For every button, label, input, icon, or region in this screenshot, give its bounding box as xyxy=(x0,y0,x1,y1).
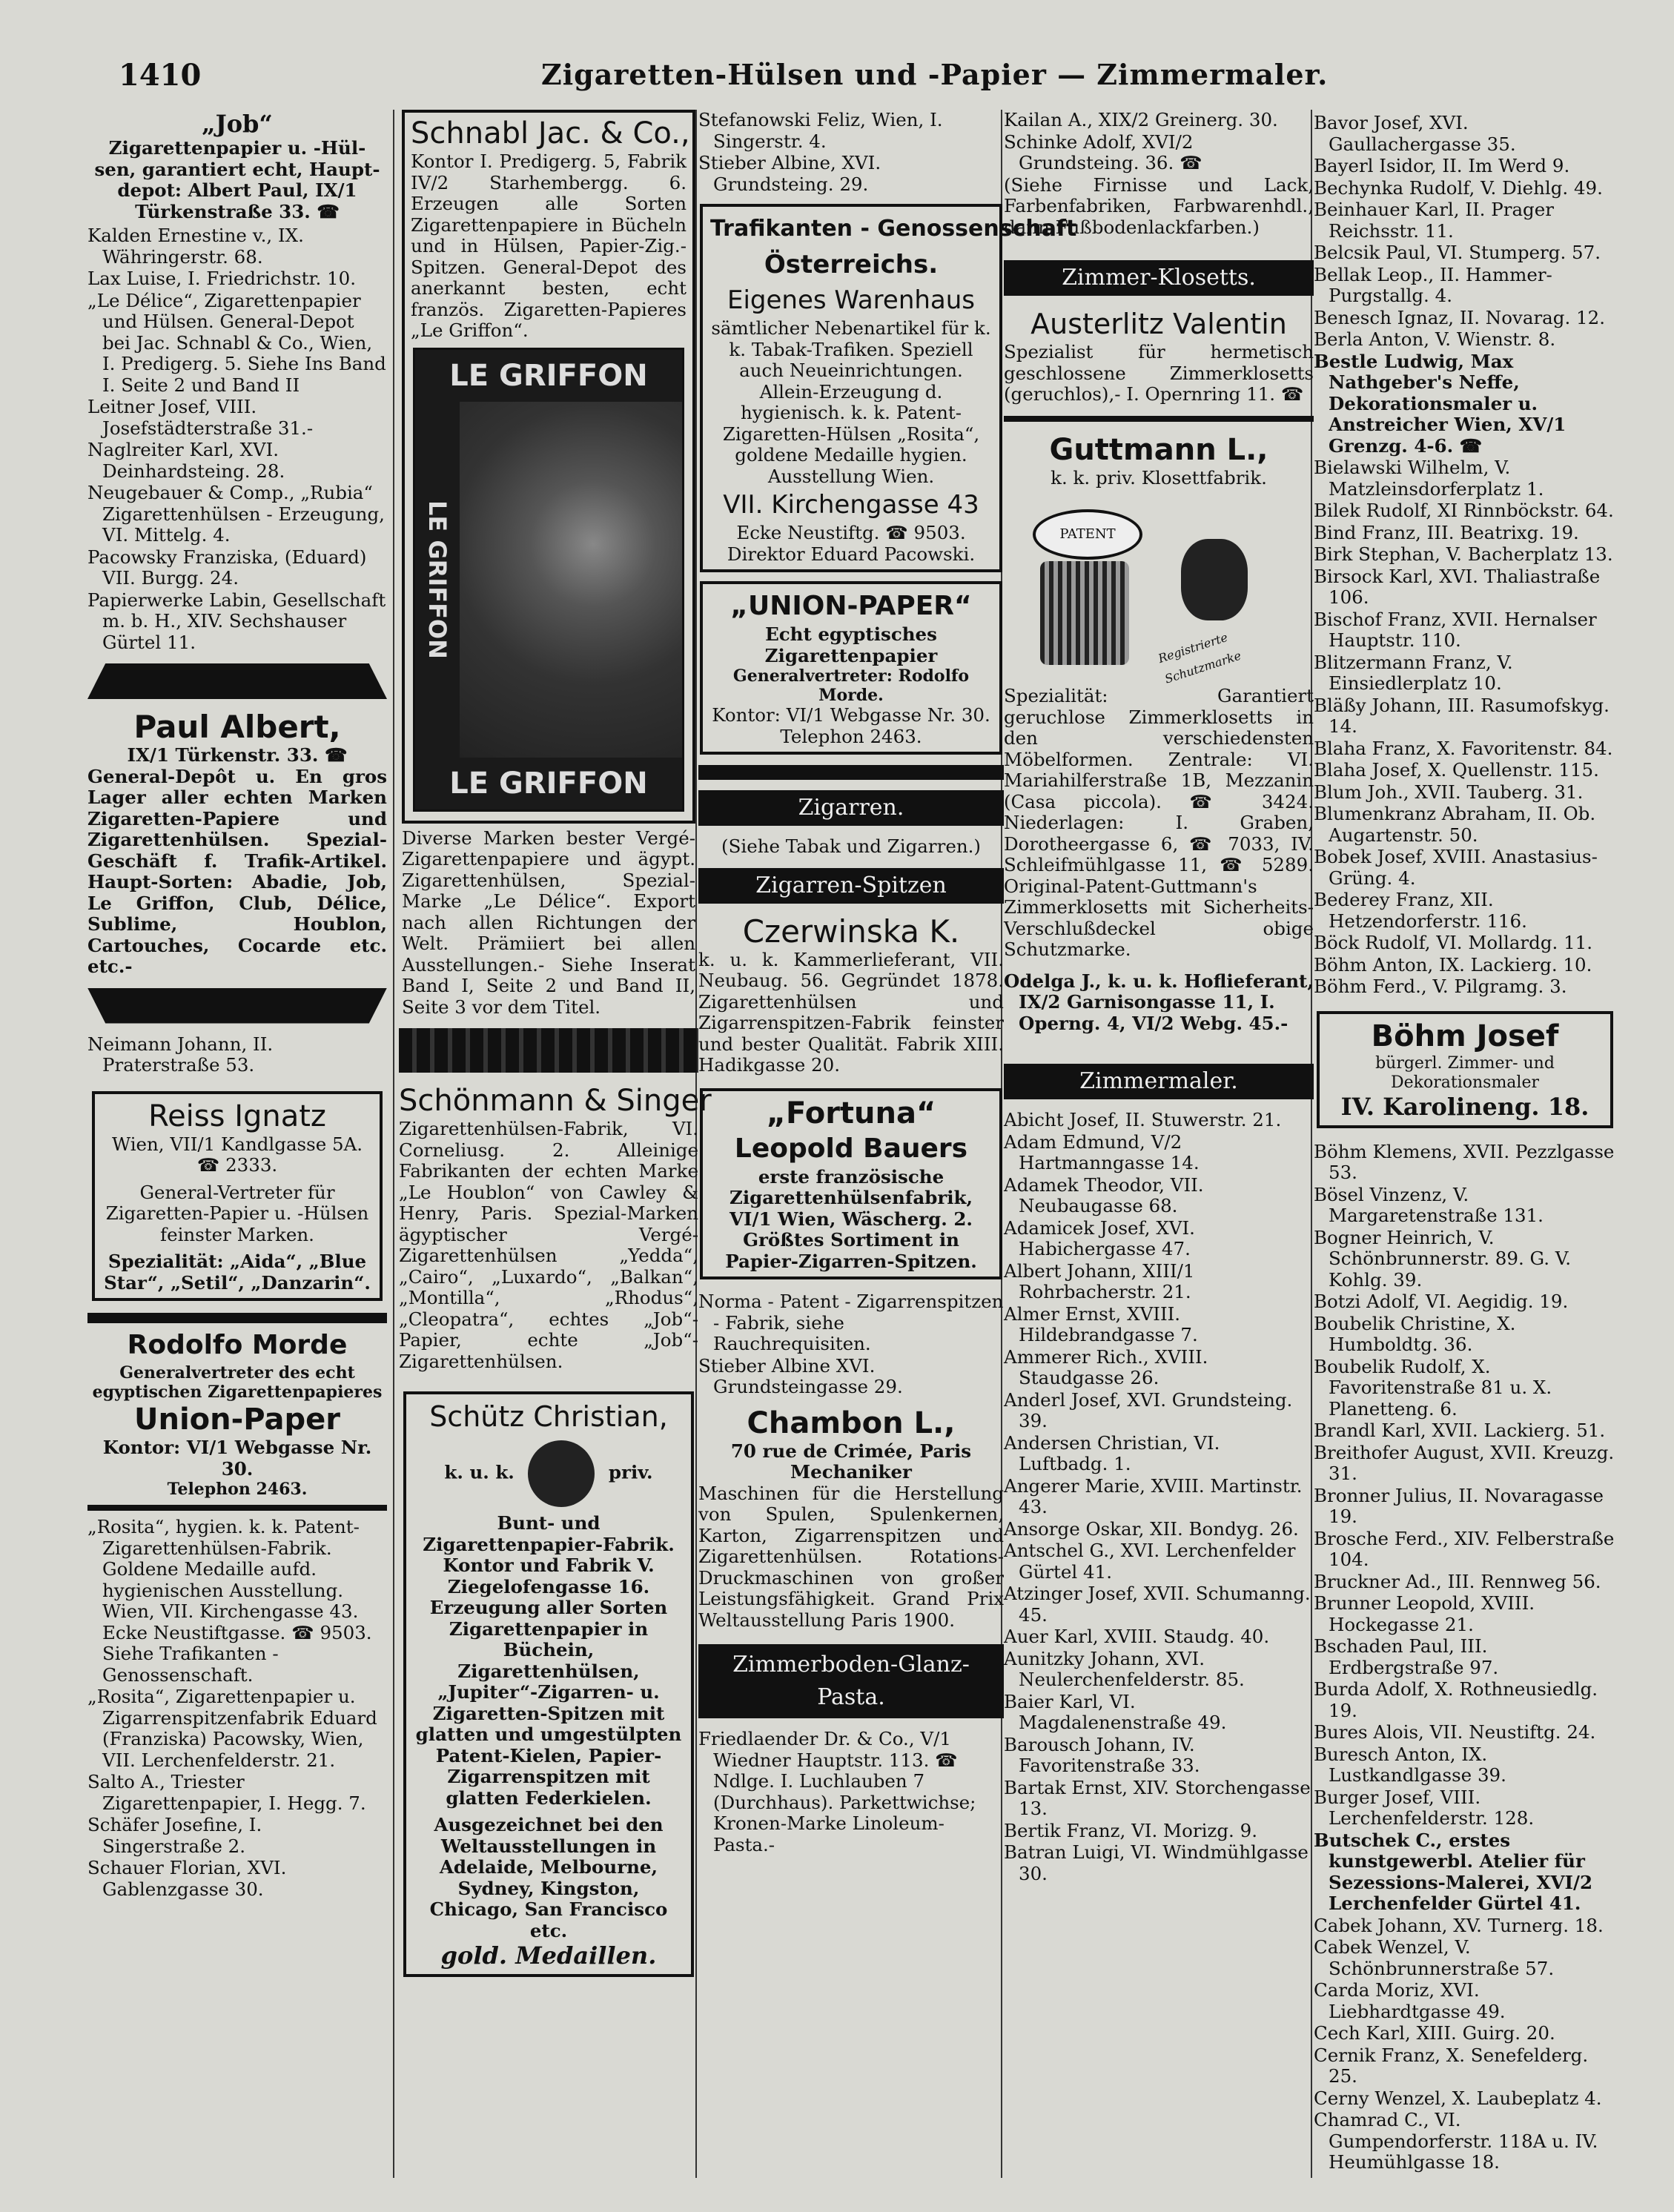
list-item: Bläßy Johann, III. Rasumofskyg. 14. xyxy=(1314,694,1610,737)
list-item: Adamicek Josef, XVI. Habichergasse 47. xyxy=(1004,1216,1195,1259)
list-item: Bayerl Isidor, II. Im Werd 9. xyxy=(1314,155,1570,176)
schnabl-name: Schnabl Jac. & Co., xyxy=(411,116,690,150)
list-item: Bogner Heinrich, V. Schönbrunnerstr. 89. G. V. Kohlg. 39. xyxy=(1314,1226,1571,1291)
schoenmann-text: Zigarettenhülsen-Fabrik, VI. Corneliusg. 2. Alleinige Fabrikanten der echten Marke „Le Houblon“ von Cawley & Henry, Paris. Spezial-Marken ägyptischer Vergé-Zigarettenhülsen „Yedda“, „Cairo“, „Luxardo“, „Balkan“, „Montilla“, „Rhodus“, „Cleopatra“, echtes „Job“-Papier, echte „Job“-Zigarettenhülsen. xyxy=(399,1118,698,1372)
czerwinska-name: Czerwinska K. xyxy=(742,913,960,950)
column-4 xyxy=(1004,110,1314,2178)
paul-albert-text: General-Depôt u. En gros Lager aller echten Marken Zigaretten-Papiere und Zigarettenhülsen. Spezial-Geschäft f. Trafik-Artikel. Haupt-Sorten: Abadie, Job, Le Griffon, Club, Délice, Sublime, Houblon, Cartouches, Cocarde etc. etc.- xyxy=(87,765,387,977)
section-heading xyxy=(698,1644,1004,1718)
list-item: Böck Rudolf, VI. Mollardg. 11. xyxy=(1314,932,1593,953)
list-item: Bertik Franz, VI. Morizg. 9. xyxy=(1004,1819,1257,1841)
list-item: Boubelik Christine, X. Humboldtg. 36. xyxy=(1314,1312,1516,1355)
column-5 xyxy=(1314,110,1616,2178)
job-ad-title: „Job“ xyxy=(202,110,273,138)
list-item: Burger Josef, VIII. Lerchenfelderstr. 128. xyxy=(1314,1786,1535,1829)
union-general: Generalvertreter: Rodolfo Morde. xyxy=(732,666,970,705)
list-item: Stieber Albine, XVI. Grundsteing. 29. xyxy=(698,152,881,195)
list-item: Brosche Ferd., XIV. Felberstraße 104. xyxy=(1314,1527,1615,1570)
list-item: Batran Luigi, VI. Windmühlgasse 30. xyxy=(1004,1841,1309,1884)
reiss-ad xyxy=(92,1091,383,1302)
section-heading: Zigarren. xyxy=(698,790,1004,826)
list-item: Schauer Florian, XVI. Gablenzgasse 30. xyxy=(87,1857,287,1900)
list-item: Boubelik Rudolf, X. Favoritenstraße 81 u. X. Planetteng. 6. xyxy=(1314,1355,1552,1420)
union-title: „UNION-PAPER“ xyxy=(730,591,972,621)
column-1 xyxy=(87,110,387,2178)
section-heading: Zimmermaler. xyxy=(1004,1064,1314,1099)
list-item: Naglreiter Karl, XVI. Deinhardsteing. 28. xyxy=(87,439,285,482)
decorative-band xyxy=(87,663,387,699)
guttmann-name: Guttmann L., xyxy=(1049,432,1268,467)
list-item: Böhm Ferd., V. Pilgramg. 3. xyxy=(1314,976,1567,997)
page-number: 1410 xyxy=(119,58,202,93)
trafikanten-ad xyxy=(700,204,1077,572)
list-item: Cernik Franz, X. Senefelderg. 25. xyxy=(1314,2044,1589,2087)
boehm-address: IV. Karolineng. 18. xyxy=(1340,1092,1589,1121)
list-item: Bobek Josef, XVIII. Anastasius-Grüng. 4. xyxy=(1314,846,1598,889)
glanz-heading-1: Zimmerboden-Glanz- xyxy=(732,1652,970,1678)
griffon-bottom-label: LE GRIFFON xyxy=(415,758,682,809)
list-item: Brandl Karl, XVII. Lackierg. 51. xyxy=(1314,1420,1606,1441)
guttmann-subtitle: k. k. priv. Klosettfabrik. xyxy=(1051,466,1267,489)
list-item: „Rosita“, Zigarettenpapier u. Zigarrenspitzenfabrik Eduard (Franziska) Pacowsky, Wien, VII. Lerchenfelderstr. 21. xyxy=(87,1686,377,1771)
list-item: Ansorge Oskar, XII. Bondyg. 26. xyxy=(1004,1517,1299,1540)
schuetz-ad xyxy=(403,1391,694,1977)
schuetz-name: Schütz Christian, xyxy=(429,1400,668,1433)
list-item: Bronner Julius, II. Novaragasse 19. xyxy=(1314,1484,1604,1527)
list-item: Bartak Ernst, XIV. Storchengasse 13. xyxy=(1004,1776,1311,1819)
schnabl-text-2: Diverse Marken bester Vergé-Zigarettenpapiere und ägypt. Zigarettenhülsen, Spezial-Marke „Le Délice“. Export nach allen Richtungen der Welt. Prämiiert bei allen Ausstellungen.- Siehe Inserat Band I, Seite 2 und Band II, Seite 3 vor dem Titel. xyxy=(402,827,695,1018)
list-item: Bschaden Paul, III. Erdbergstraße 97. xyxy=(1314,1635,1499,1678)
list-item: Bruckner Ad., III. Rennweg 56. xyxy=(1314,1570,1601,1592)
glanz-heading-2: Pasta. xyxy=(817,1684,885,1710)
schuetz-text-2: Ausgezeichnet bei den Weltausstellungen in Adelaide, Melbourne, Sydney, Kingston, Chicago, San Francisco etc. xyxy=(429,1814,668,1941)
patent-closet-illustration xyxy=(1018,494,1300,686)
list-item: Anderl Josef, XVI. Grundsteing. 39. xyxy=(1004,1388,1293,1431)
list-item: Blumenkranz Abraham, II. Ob. Augartenstr. 50. xyxy=(1314,803,1596,846)
job-line: sen, garantiert echt, Haupt- xyxy=(94,158,380,180)
list-item: Bilek Rudolf, XI Rinnböckstr. 64. xyxy=(1314,500,1614,521)
list-item: Böhm Anton, IX. Lackierg. 10. xyxy=(1314,953,1592,976)
griffon-side-label: LE GRIFFON xyxy=(415,402,460,758)
running-title: Zigaretten-Hülsen und -Papier — Zimmermaler. xyxy=(541,58,1329,91)
list-item: Adamek Theodor, VII. Neubaugasse 68. xyxy=(1004,1173,1204,1216)
schuetz-crest-line xyxy=(414,1440,684,1507)
trafikanten-director: Direktor Eduard Pacowski. xyxy=(727,543,976,565)
list-item: Friedlaender Dr. & Co., V/1 Wiedner Hauptstr. 113. ☎ Ndlge. I. Luchlauben 7 (Durchhaus). Parkettwichse; Kronen-Marke Linoleum-Pasta.- xyxy=(698,1728,976,1855)
chambon-name: Chambon L., xyxy=(747,1405,956,1440)
list-item: Cabek Wenzel, V. Schönbrunnerstraße 57. xyxy=(1314,1936,1555,1979)
list-item: Albert Johann, XIII/1 Rohrbacherstr. 21. xyxy=(1004,1259,1195,1302)
see-also-note: (Siehe Firnisse und Lack, Farbenfabriken, Farbwarenhdl., dann Fußbodenlackfarben.) xyxy=(1004,173,1314,238)
list-item: Schäfer Josefine, I. Singerstraße 2. xyxy=(87,1814,262,1857)
list-item: Bederey Franz, XII. Hetzendorferstr. 116. xyxy=(1314,889,1527,932)
guttmann-text: Spezialität: Garantiert geruchlose Zimmerklosetts in den verschiedensten Möbelformen. Zentrale: VI. Mariahilferstraße 1B, Mezzanin (Casa piccola). ☎ 3424. Niederlagen: I. Graben, Dorotheergasse 6, ☎ 7033, IV. Schleifmühlgasse 11, ☎ 5289. Original-Patent-Guttmann's Zimmerklosetts mit Sicherheits-Verschlußdeckel obige Schutzmarke. xyxy=(1004,685,1314,960)
chambon-type: Mechaniker xyxy=(790,1461,912,1483)
trafikanten-house: Eigenes Warenhaus xyxy=(727,285,976,315)
list-item: Stieber Albine XVI. Grundsteingasse 29. xyxy=(698,1354,903,1397)
list-item: Barousch Johann, IV. Favoritenstraße 33. xyxy=(1004,1733,1200,1776)
fortuna-ad xyxy=(700,1088,1002,1280)
column-2 xyxy=(399,110,712,2178)
list-item: Carda Moriz, XVI. Liebhardtgasse 49. xyxy=(1314,1979,1506,2022)
list-item: Stefanowski Feliz, Wien, I. Singerstr. 4. xyxy=(698,109,943,152)
list-item: Adam Edmund, V/2 Hartmanngasse 14. xyxy=(1004,1130,1200,1173)
list-item: Neugebauer & Comp., „Rubia“ Zigarettenhülsen - Erzeugung, VI. Mittelg. 4. xyxy=(87,482,385,546)
entry-list xyxy=(1314,113,1616,998)
divider xyxy=(87,1313,387,1323)
list-item: Chamrad C., VI. Gumpendorferstr. 118A u. IV. Heumühlgasse 18. xyxy=(1314,2109,1598,2173)
griffon-top-label: LE GRIFFON xyxy=(415,350,682,402)
list-item: Böhm Klemens, XVII. Pezzlgasse 53. xyxy=(1314,1140,1615,1183)
list-item: Bischof Franz, XVII. Hernalser Hauptstr. 110. xyxy=(1314,608,1597,651)
reiss-name: Reiss Ignatz xyxy=(148,1099,326,1133)
reiss-specialty: Spezialität: „Aida“, „Blue Star“, „Setil“, „Danzarin“. xyxy=(104,1251,371,1294)
list-item: Bechynka Rudolf, V. Diehlg. 49. xyxy=(1314,176,1603,199)
closet-body xyxy=(1040,561,1129,665)
fortuna-text: erste französische Zigarettenhülsenfabrik, VI/1 Wien, Wäscherg. 2. Größtes Sortiment in Papier-Zigarren-Spitzen. xyxy=(725,1165,977,1272)
list-item: Angerer Marie, XVIII. Martinstr. 43. xyxy=(1004,1474,1303,1517)
divider xyxy=(698,765,1004,780)
fortuna-title: „Fortuna“ xyxy=(766,1096,936,1130)
list-item: Burda Adolf, X. Rothneusiedlg. 19. xyxy=(1314,1678,1598,1721)
list-item: Botzi Adolf, VI. Aegidig. 19. xyxy=(1314,1291,1569,1312)
list-item: Bind Franz, III. Beatrixg. 19. xyxy=(1314,521,1579,543)
job-line: Türkenstraße 33. ☎ xyxy=(135,200,340,222)
list-item: Blitzermann Franz, V. Einsiedlerplatz 10. xyxy=(1314,651,1513,694)
decorative-band xyxy=(399,1028,698,1073)
schutzmarke-label: Registrierte Schutzmarke xyxy=(1156,629,1243,686)
paul-albert-name: Paul Albert, xyxy=(133,709,341,745)
entry-list xyxy=(1314,1142,1616,2173)
trafikanten-title: Trafikanten - Genossenschaft xyxy=(710,216,1077,242)
list-item: Berla Anton, V. Wienstr. 8. xyxy=(1314,328,1556,350)
list-item: Papierwerke Labin, Gesellschaft m. b. H., XIV. Sechshauser Gürtel 11. xyxy=(87,589,386,653)
union-paper-ad xyxy=(700,581,1002,755)
reiss-address: Wien, VII/1 Kandlgasse 5A. xyxy=(111,1133,363,1155)
paul-albert-address: IX/1 Türkenstr. 33. ☎ xyxy=(127,744,348,766)
schuetz-kuk: k. u. k. xyxy=(444,1461,515,1483)
list-item: Bestle Ludwig, Max Nathgeber's Neffe, Dekorationsmaler u. Anstreicher Wien, XV/1 Grenzg. 4-6. ☎ xyxy=(1314,350,1567,457)
list-item: Leitner Josef, VIII. Josefstädterstraße 31.- xyxy=(87,396,314,439)
list-item: Norma - Patent - Zigarrenspitzen - Fabrik, siehe Rauchrequisiten. xyxy=(698,1291,1004,1354)
page-header xyxy=(119,58,1564,102)
list-item: Atzinger Josef, XVII. Schumanng. 45. xyxy=(1004,1583,1311,1626)
list-item: Aunitzky Johann, XVI. Neulerchenfelderstr. 85. xyxy=(1004,1647,1245,1690)
list-item: Beinhauer Karl, II. Prager Reichsstr. 11. xyxy=(1314,199,1554,242)
reiss-phone: ☎ 2333. xyxy=(196,1154,278,1176)
list-item: Pacowsky Franziska, (Eduard) VII. Burgg. 24. xyxy=(87,546,367,589)
list-item: Birk Stephan, V. Bacherplatz 13. xyxy=(1314,543,1613,565)
boehm-ad xyxy=(1317,1011,1613,1128)
list-item: Salto A., Triester Zigarettenpapier, I. Hegg. 7. xyxy=(87,1771,366,1814)
czerwinska-text: k. u. k. Kammerlieferant, VII. Neubaug. 56. Gegründet 1878. Zigarettenhülsen und Zigarrenspitzen-Fabrik feinster und bester Qualität. Fabrik XIII. Hadikgasse 20. xyxy=(698,948,1004,1076)
list-item: Lax Luise, I. Friedrichstr. 10. xyxy=(87,268,357,289)
list-item: „Le Délice“, Zigarettenpapier und Hülsen. General-Depot bei Jac. Schnabl & Co., Wien, I. Predigerg. 5. Siehe Ins Band I. Seite 2 und Band II xyxy=(87,289,386,396)
griffon-scene-image xyxy=(460,402,682,758)
divider xyxy=(1004,416,1314,422)
trafikanten-address: VII. Kirchengasse 43 xyxy=(723,490,979,520)
austerlitz-text: Spezialist für hermetisch geschlossene Zimmerklosetts (geruchlos),- I. Opernring 11. ☎ xyxy=(1004,341,1314,405)
boehm-subtitle: bürgerl. Zimmer- und Dekorationsmaler xyxy=(1375,1053,1555,1092)
list-item: Blaha Josef, X. Quellenstr. 115. xyxy=(1314,759,1599,781)
list-item: Buresch Anton, IX. Lustkandlgasse 39. xyxy=(1314,1743,1506,1786)
double-eagle-crest-icon xyxy=(528,1440,595,1507)
list-item: Bavor Josef, XVI. Gaullachergasse 35. xyxy=(1314,112,1516,155)
le-griffon-illustration xyxy=(413,348,684,812)
chambon-text: Maschinen für die Herstellung von Spulen, Spulenkernen, Karton, Zigarrenspitzen und Zigarettenhülsen. Rotations-Druckmaschinen von großer Leistungsfähigkeit. Grand Prix Weltausstellung Paris 1900. xyxy=(698,1482,1004,1631)
schuetz-text: Bunt- und Zigarettenpapier-Fabrik. Kontor und Fabrik V. Ziegelofengasse 16. Erzeugung aller Sorten Zigarettenpapier in Büchein, Zigarettenhülsen, „Jupiter“-Zigarren- u. Zigaretten-Spitzen mit glatten und umgestülpten Patent-Kielen, Papier-Zigarrenspitzen mit glatten Federkielen. xyxy=(415,1512,682,1809)
list-item: Kalden Ernestine v., IX. Währingerstr. 68. xyxy=(87,225,304,268)
list-item: Schinke Adolf, XVI/2 Grundsteing. 36. ☎ xyxy=(1004,130,1202,173)
patent-lid: PATENT xyxy=(1033,509,1142,560)
chambon-address: 70 rue de Crimée, Paris xyxy=(730,1440,972,1462)
morde-address: Kontor: VI/1 Webgasse Nr. 30. xyxy=(102,1437,372,1480)
union-phone: Telephon 2463. xyxy=(780,725,922,747)
list-item: Almer Ernst, XVIII. Hildebrandgasse 7. xyxy=(1004,1302,1198,1345)
trademark-figure-icon xyxy=(1181,539,1248,620)
job-ad-text xyxy=(87,138,387,222)
list-item: Blaha Franz, X. Favoritenstr. 84. xyxy=(1314,737,1613,759)
list-item: Birsock Karl, XVI. Thaliastraße 106. xyxy=(1314,565,1601,608)
list-item: Bielawski Wilhelm, V. Matzleinsdorferplatz 1. xyxy=(1314,457,1544,500)
list-item: Bures Alois, VII. Neustiftg. 24. xyxy=(1314,1721,1596,1743)
union-address: Kontor: VI/1 Webgasse Nr. 30. xyxy=(712,704,990,726)
section-heading: Zigarren-Spitzen xyxy=(698,868,1004,904)
entry-list xyxy=(1004,1110,1314,1884)
list-item: Cabek Johann, XV. Turnerg. 18. xyxy=(1314,1914,1604,1936)
list-item: Kailan A., XIX/2 Greinerg. 30. xyxy=(1004,109,1278,130)
list-item: Odelga J., k. u. k. Hoflieferant, IX/2 Garnisongasse 11, I. Operng. 4, VI/2 Webg. 45.- xyxy=(1004,970,1314,1034)
entry-list xyxy=(87,225,387,653)
list-item: Baier Karl, VI. Magdalenenstraße 49. xyxy=(1004,1690,1227,1733)
morde-name: Rodolfo Morde xyxy=(127,1330,348,1360)
union-subtitle: Echt egyptisches Zigarettenpapier xyxy=(764,623,938,666)
list-item: Abicht Josef, II. Stuwerstr. 21. xyxy=(1004,1109,1282,1130)
schnabl-ad xyxy=(402,110,695,824)
list-item: Breithofer August, XVII. Kreuzg. 31. xyxy=(1314,1441,1615,1484)
divider xyxy=(87,1505,387,1511)
morde-phone: Telephon 2463. xyxy=(167,1480,308,1499)
fortuna-name: Leopold Bauers xyxy=(734,1133,968,1164)
list-item: Butschek C., erstes kunstgewerbl. Atelier für Sezessions-Malerei, XVI/2 Lerchenfelder Gürtel 41. xyxy=(1314,1829,1593,1914)
reiss-text: General-Vertreter für Zigaretten-Papier u. -Hülsen feinster Marken. xyxy=(105,1181,369,1245)
list-item: Cerny Wenzel, X. Laubeplatz 4. xyxy=(1314,2087,1602,2109)
schnabl-text: Kontor I. Predigerg. 5, Fabrik IV/2 Starhembergg. 6. Erzeugen alle Sorten Zigarettenpapiere in Bücheln und in Hülsen, Papier-Zig.-Spitzen. General-Depot des anerkannt besten, echt französ. Zigaretten-Papieres „Le Griffon“. xyxy=(411,150,687,341)
list-item: Bösel Vinzenz, V. Margaretenstraße 131. xyxy=(1314,1183,1544,1226)
schoenmann-name: Schönmann & Singer xyxy=(399,1084,712,1118)
job-line: depot: Albert Paul, IX/1 xyxy=(117,179,357,201)
trafikanten-text: sämtlicher Nebenartikel für k. k. Tabak-Trafiken. Speziell auch Neueinrichtungen. Allein-Erzeugung d. hygienisch. k. k. Patent-Zigaretten-Hülsen „Rosita“, goldene Medaille hygien. Ausstellung Wien. xyxy=(711,317,991,487)
list-item: Auer Karl, XVIII. Staudg. 40. xyxy=(1004,1626,1270,1647)
list-item: Benesch Ignaz, II. Novarag. 12. xyxy=(1314,306,1605,328)
morde-subtitle: Generalvertreter des echt egyptischen Zigarettenpapieres xyxy=(92,1363,383,1402)
column-3 xyxy=(698,109,1077,2178)
entry-list xyxy=(87,1517,387,1900)
job-line: Zigarettenpapier u. -Hül- xyxy=(108,137,366,159)
list-item: Belcsik Paul, VI. Stumperg. 57. xyxy=(1314,242,1601,263)
list-item: Bellak Leop., II. Hammer-Purgstallg. 4. xyxy=(1314,263,1552,306)
decorative-band xyxy=(87,988,387,1024)
section-heading: Zimmer-Klosetts. xyxy=(1004,260,1314,296)
list-item: Cech Karl, XIII. Guirg. 20. xyxy=(1314,2022,1555,2044)
list-item: Ammerer Rich., XVIII. Staudgasse 26. xyxy=(1004,1345,1208,1388)
morde-brand: Union-Paper xyxy=(134,1403,340,1437)
trafikanten-subtitle: Österreichs. xyxy=(764,250,939,279)
schuetz-priv: priv. xyxy=(608,1461,653,1483)
austerlitz-name: Austerlitz Valentin xyxy=(1030,308,1287,340)
list-item: Blum Joh., XVII. Tauberg. 31. xyxy=(1314,781,1584,803)
column-rule xyxy=(393,110,394,2178)
list-item: Neimann Johann, II. Praterstraße 53. xyxy=(87,1033,274,1076)
list-item: „Rosita“, hygien. k. k. Patent-Zigarettenhülsen-Fabrik. Goldene Medaille aufd. hygienischen Ausstellung. Wien, VII. Kirchengasse 43. Ecke Neustiftgasse. ☎ 9503. Siehe Trafikanten - Genossenschaft. xyxy=(87,1516,372,1686)
list-item: Andersen Christian, VI. Luftbadg. 1. xyxy=(1004,1431,1220,1474)
list-item: Antschel G., XVI. Lerchenfelder Gürtel 41. xyxy=(1004,1540,1296,1583)
boehm-name: Böhm Josef xyxy=(1371,1019,1559,1053)
list-item: Brunner Leopold, XVIII. Hockegasse 21. xyxy=(1314,1592,1535,1635)
schuetz-medal: gold. Medaillen. xyxy=(440,1941,657,1970)
zigarren-see-also: (Siehe Tabak und Zigarren.) xyxy=(721,835,981,857)
trafikanten-address-2: Ecke Neustiftg. ☎ 9503. xyxy=(736,522,966,543)
